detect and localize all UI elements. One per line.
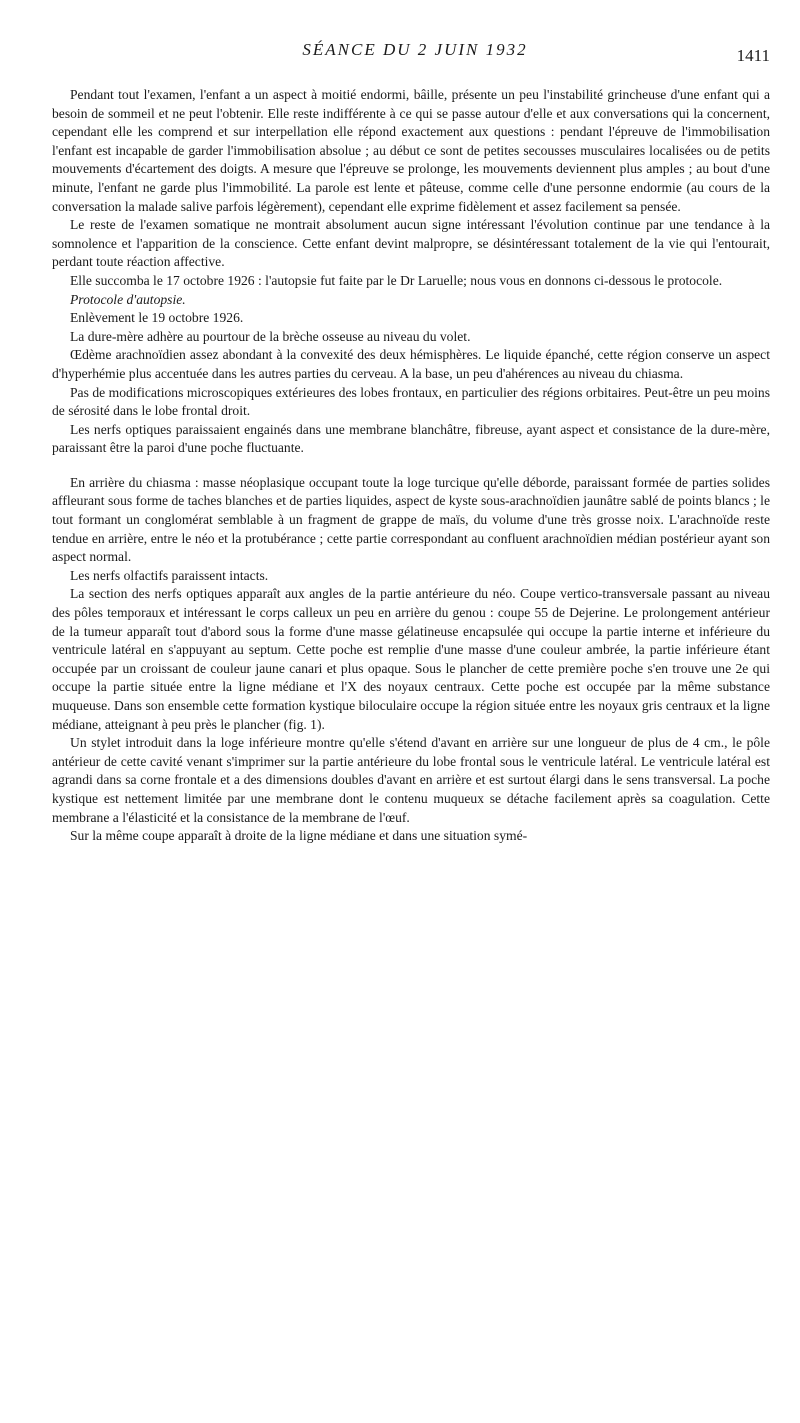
paragraph: En arrière du chiasma : masse néoplasique occupant toute la loge turcique qu'elle déborde, paraissant formée de parties solides affleurant sous forme de taches blanches et de parties liquides, aspect de kyste sous-arachnoïdien jaunâtre sablé de points blancs ; le tout formant un conglomérat semblable à un fragment de grappe de maïs, du volume d'une très grosse noix. L'arachnoïde reste tendue en arrière, entre le néo et la protubérance ; cette partie correspondant au confluent arachnoïdien médian postérieur ayant son aspect normal.: [52, 474, 770, 565]
paragraph: Enlèvement le 19 octobre 1926.: [70, 310, 244, 326]
paragraph: Pas de modifications microscopiques extérieures des lobes frontaux, en particulier des régions orbitaires. Peut-être un peu moins de sérosité dans le lobe frontal droit.: [52, 384, 770, 419]
paragraph: La dure-mère adhère au pourtour de la brèche osseuse au niveau du volet.: [70, 328, 471, 344]
body-text: [52, 86, 770, 846]
section-heading: [52, 291, 770, 310]
page-number: 1411: [736, 46, 770, 65]
paragraph: Le reste de l'examen somatique ne montrait absolument aucun signe intéressant l'évolution continue par une tendance à la somnolence et l'apparition de la conscience. Cette enfant devint malpropre, se désintéressant totalement de la vie qui l'entourait, perdant toute réaction affective.: [52, 217, 770, 270]
page-header: [60, 40, 770, 70]
section-heading-text: Protocole d'autopsie.: [70, 291, 186, 307]
paragraph: Sur la même coupe apparaît à droite de la ligne médiane et dans une situation symé-: [70, 828, 528, 844]
paragraph: Elle succomba le 17 octobre 1926 : l'autopsie fut faite par le Dr Laruelle; nous vous en donnons ci-dessous le protocole.: [70, 272, 723, 288]
running-head: SÉANCE DU 2 JUIN 1932: [302, 40, 528, 59]
paragraph: Les nerfs olfactifs paraissent intacts.: [70, 567, 269, 583]
paragraph: Un stylet introduit dans la loge inférieure montre qu'elle s'étend d'avant en arrière sur une longueur de plus de 4 cm., le pôle antérieur de cette cavité venant s'imprimer sur la partie antérieure du lobe frontal sous le ventricule latéral. Le ventricule latéral est agrandi dans sa corne frontale et a des dimensions doubles d'avant en arrière et est surtout élargi dans le sens transversal. La poche kystique est nettement limitée par une membrane dont le contenu muqueux se détache facilement après sa coagulation. Cette membrane a l'élasticité et la consistance de la membrane de l'œuf.: [52, 735, 770, 825]
paragraph: Pendant tout l'examen, l'enfant a un aspect à moitié endormi, bâille, présente un peu l'instabilité grincheuse d'une enfant qui a besoin de sommeil et ne peut l'obtenir. Elle reste indifférente à ce qui se passe autour d'elle et aux conversations qui la concernent, cependant elle les comprend et sur interpellation elle répond exactement aux questions : pendant l'épreuve de l'immobilisation l'enfant est incapable de garder l'immobilisation absolue ; au début ce sont de petites secousses musculaires localisées ou de petits mouvements d'écartement des doigts. A mesure que l'épreuve se prolonge, les mouvements deviennent plus amples ; au bout d'une minute, l'enfant ne garde plus l'immobilité. La parole est lente et pâteuse, comme celle d'une personne endormie (au cours de la conversation la malade salive parfois légèrement), cependant elle exprime fidèlement et assez facilement sa pensée.: [52, 87, 770, 214]
paragraph: La section des nerfs optiques apparaît aux angles de la partie antérieure du néo. Coupe vertico-transversale passant au niveau des pôles temporaux et intéressant le corps calleux un peu en arrière du genou : coupe 55 de Dejerine. Le prolongement antérieur de la tumeur apparaît tout d'abord sous la forme d'une masse gélatineuse encapsulée qui occupe la partie interne et inférieure du ventricule latéral en s'appuyant au septum. Cette poche est remplie d'une masse d'une couleur ambrée, la partie inférieure étant occupée par un croissant de couleur jaune canari et plus opaque. Sous le plancher de cette première poche s'en trouve une 2e qui occupe la partie située entre la ligne médiane et l'X des noyaux centraux. Cette poche est occupée par la même substance muqueuse. Dans son ensemble cette formation kystique biloculaire occupe la région située entre les noyaux gris centraux et la ligne médiane, atteignant à peu près le plancher (fig. 1).: [52, 586, 770, 732]
paragraph: Les nerfs optiques paraissaient engainés dans une membrane blanchâtre, fibreuse, ayant aspect et consistance de la dure-mère, paraissant être la paroi d'une poche fluctuante.: [52, 421, 770, 456]
paragraph: Œdème arachnoïdien assez abondant à la convexité des deux hémisphères. Le liquide épanché, cette région conserve un aspect d'hyperhémie plus accentuée dans les autres parties du cerveau. A la base, un peu d'ahérences au niveau du chiasma.: [52, 347, 770, 381]
